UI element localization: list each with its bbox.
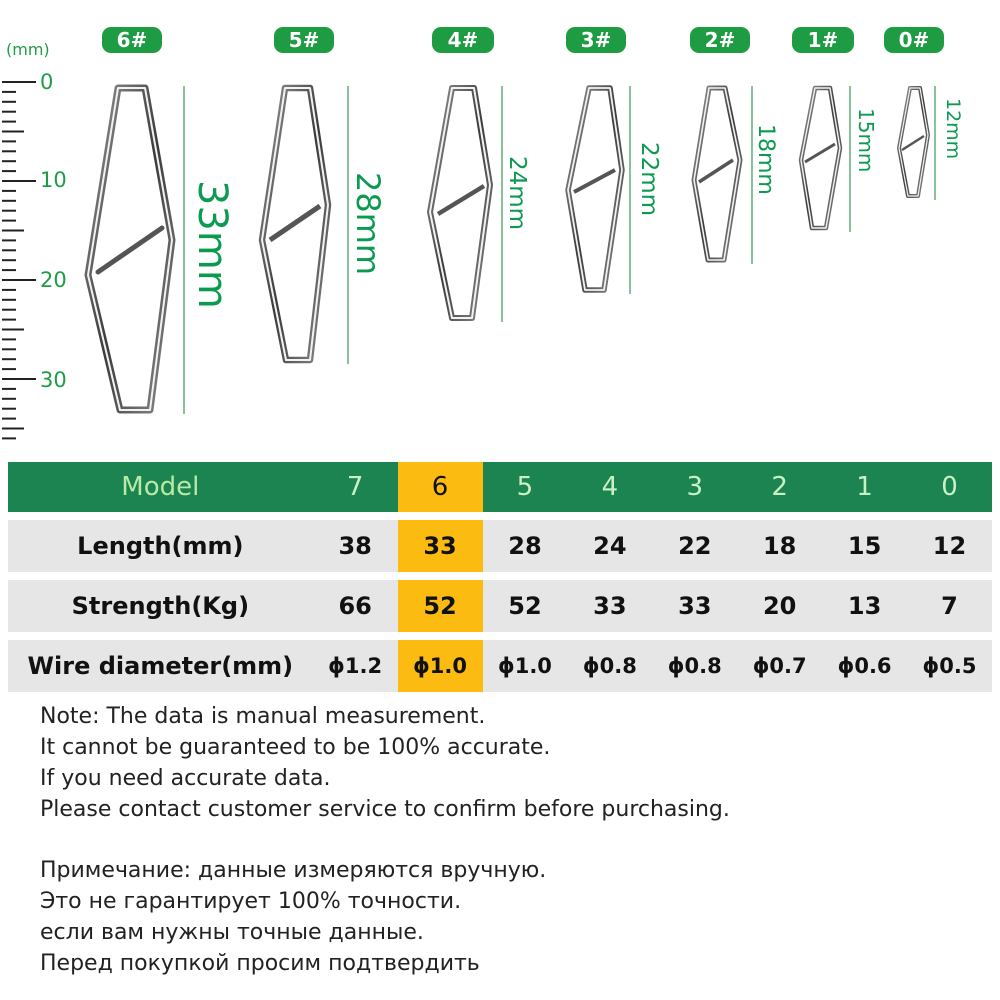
table-cell: 12	[932, 532, 967, 560]
snap-2	[694, 88, 740, 260]
table-cell: 22	[678, 532, 712, 560]
table-cell: 18	[762, 532, 797, 560]
note-ru-2: Это не гарантирует 100% точности.	[40, 889, 462, 914]
table-cell: 33	[398, 520, 483, 572]
header-cell: 4	[601, 472, 619, 502]
note-ru-1: Примечание: данные измеряются вручную.	[40, 858, 547, 883]
table-cell: ɸ0.8	[582, 654, 637, 678]
note-en-2: It cannot be guaranteed to be 100% accurate.	[40, 735, 551, 760]
snap-1	[801, 88, 840, 228]
header-cell: 3	[686, 472, 704, 502]
table-row	[8, 520, 992, 572]
size-badge-2: 2#	[690, 27, 750, 53]
ruler-label-30: 30	[40, 368, 67, 392]
table-row	[8, 640, 992, 692]
dim-label-2: 18mm	[753, 124, 778, 195]
snap-6	[88, 88, 172, 410]
snap-5	[262, 88, 328, 360]
snap-4	[430, 88, 490, 318]
row-label: Wire diameter(mm)	[27, 652, 294, 680]
dim-label-0: 12mm	[942, 98, 964, 160]
header-cell: 2	[771, 472, 788, 502]
table-cell: ɸ1.0	[497, 654, 552, 678]
row-label: Strength(Kg)	[71, 592, 250, 620]
row-label: Length(mm)	[77, 532, 244, 560]
table-cell: ɸ1.0	[398, 640, 483, 692]
table-cell: 38	[338, 532, 372, 560]
table-row	[8, 580, 992, 632]
header-cell: 1	[856, 472, 873, 502]
size-badge-0: 0#	[884, 27, 944, 53]
table-cell: 52	[398, 580, 483, 632]
table-cell: ɸ0.7	[752, 654, 807, 678]
table-cell: 24	[593, 532, 627, 560]
table-header-row	[8, 462, 992, 512]
table-cell: 33	[678, 592, 712, 620]
note-en-4: Please contact customer service to confirm before purchasing.	[40, 797, 730, 822]
table-cell: 28	[508, 532, 542, 560]
size-badge-1: 1#	[792, 27, 854, 53]
table-cell: 15	[847, 532, 882, 560]
note-ru-3: если вам нужны точные данные.	[40, 920, 424, 945]
dim-label-5: 28mm	[349, 172, 387, 276]
dim-label-3: 22mm	[636, 142, 662, 217]
snap-3	[568, 88, 622, 290]
table-cell: 52	[508, 592, 542, 620]
table-cell: 7	[941, 592, 958, 620]
snap-0	[899, 88, 928, 196]
table-cell: ɸ0.5	[922, 654, 977, 678]
table-cell: 66	[338, 592, 372, 620]
note-ru-4: Перед покупкой просим подтвердить	[40, 951, 480, 976]
ruler-label-20: 20	[40, 268, 67, 292]
table-cell: ɸ0.6	[837, 654, 892, 678]
dim-label-4: 24mm	[504, 156, 530, 231]
size-badge-4: 4#	[432, 27, 494, 53]
size-badge-3: 3#	[566, 27, 626, 53]
ruler-unit: (mm)	[6, 40, 50, 59]
ruler-label-10: 10	[40, 168, 67, 192]
table-cell: 33	[593, 592, 627, 620]
note-en-1: Note: The data is manual measurement.	[40, 704, 486, 729]
table-cell: ɸ1.2	[328, 654, 383, 678]
dim-label-6: 33mm	[189, 180, 235, 309]
table-cell: ɸ0.8	[667, 654, 722, 678]
header-label: Model	[121, 472, 200, 502]
size-badge-6: 6#	[102, 27, 162, 53]
note-en-3: If you need accurate data.	[40, 766, 331, 791]
header-cell: 0	[941, 472, 958, 502]
snap-illustrations	[0, 0, 1000, 460]
dim-label-1: 15mm	[854, 108, 878, 173]
header-cell: 7	[346, 472, 364, 502]
size-badge-5: 5#	[274, 27, 334, 53]
table-cell: 13	[847, 592, 882, 620]
header-cell: 5	[516, 472, 534, 502]
header-cell: 6	[398, 462, 483, 512]
ruler-label-0: 0	[40, 70, 54, 94]
table-cell: 20	[762, 592, 797, 620]
